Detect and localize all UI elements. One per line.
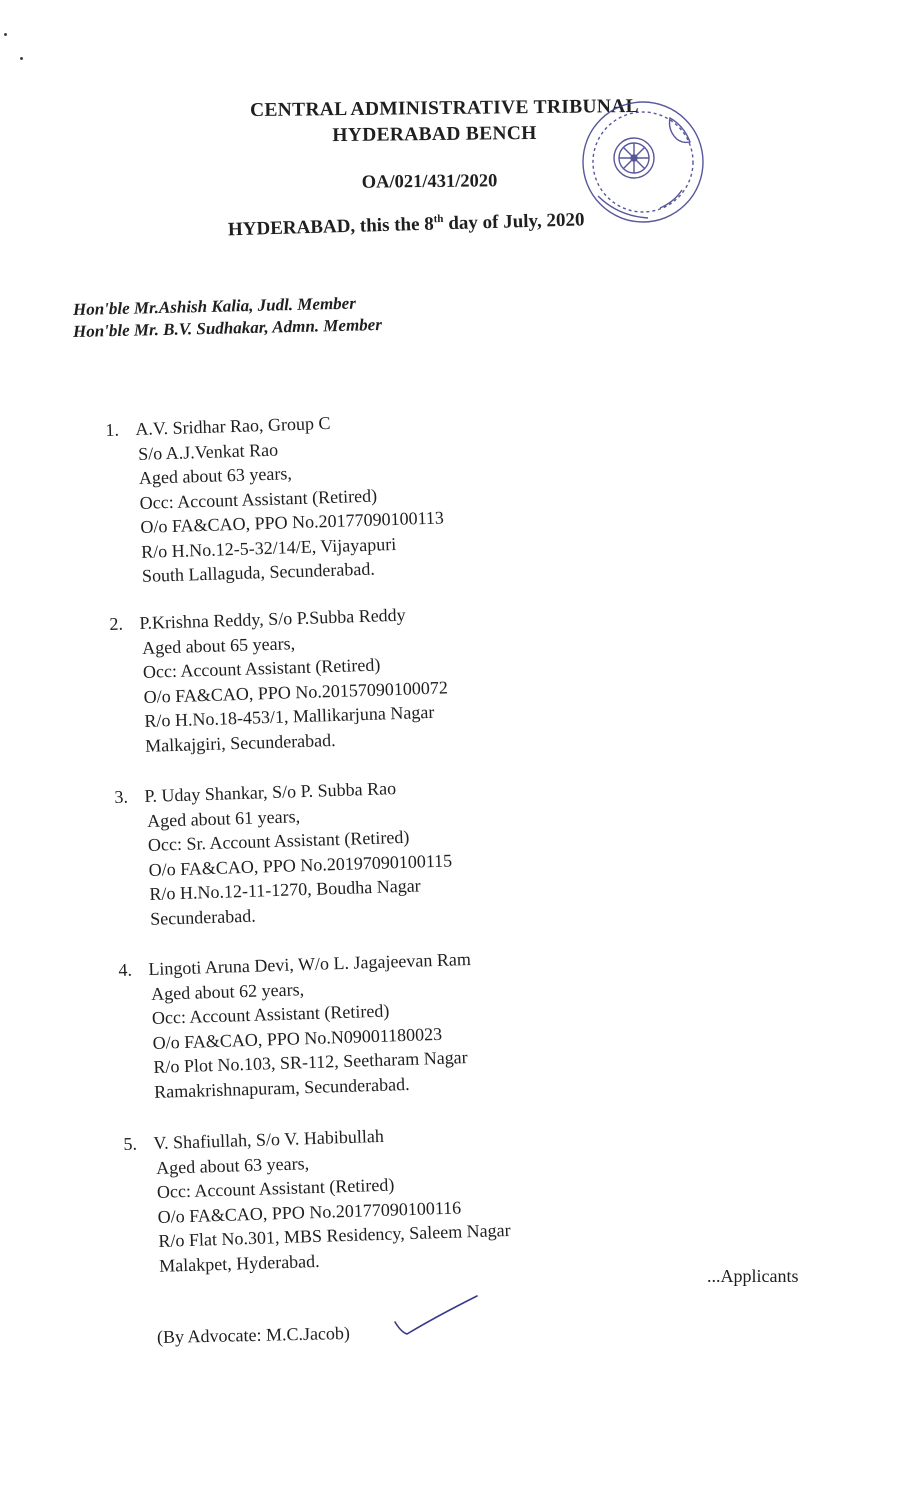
applicant-line: O/o FA&CAO, PPO No.20197090100115 — [148, 849, 453, 880]
applicant-line: R/o H.No.12-11-1270, Boudha Nagar — [149, 875, 421, 904]
date-superscript: th — [433, 212, 444, 226]
applicant-line: O/o FA&CAO, PPO No.20157090100072 — [143, 676, 449, 707]
date-line — [228, 209, 585, 241]
applicant-line: Occ: Account Assistant (Retired) — [151, 1000, 390, 1028]
applicant-line: S/o A.J.Venkat Rao — [137, 439, 279, 464]
case-number: OA/021/431/2020 — [361, 171, 498, 193]
applicant-line: R/o Flat No.301, MBS Residency, Saleem Nagar — [158, 1219, 511, 1251]
applicant-line: Occ: Account Assistant (Retired) — [142, 654, 381, 682]
applicant-line: Occ: Account Assistant (Retired) — [156, 1174, 395, 1202]
applicant-line: Malakpet, Hyderabad. — [158, 1250, 320, 1276]
applicant-line: R/o H.No.18-453/1, Mallikarjuna Nagar — [144, 701, 435, 731]
scan-speck — [20, 57, 23, 60]
applicant-line: Occ: Sr. Account Assistant (Retired) — [147, 826, 410, 855]
applicant-number: 3. — [114, 786, 129, 807]
applicant-line: Aged about 65 years, — [141, 632, 296, 658]
applicant-block — [123, 1120, 512, 1278]
court-seal-icon — [578, 96, 708, 228]
applicant-number: 4. — [118, 959, 133, 980]
applicant-block — [118, 947, 475, 1104]
bench-title: HYDERABAD BENCH — [332, 122, 537, 147]
applicant-line: R/o Plot No.103, SR-112, Seetharam Nagar — [153, 1047, 468, 1077]
coram-member: Hon'ble Mr.Ashish Kalia, Judl. Member — [72, 293, 357, 319]
applicant-block — [114, 774, 454, 930]
applicant-line: Aged about 63 years, — [138, 463, 293, 488]
applicant-line: Aged about 63 years, — [155, 1152, 310, 1178]
applicant-line: O/o FA&CAO, PPO No.20177090100116 — [157, 1196, 462, 1227]
applicant-number: 1. — [105, 419, 120, 440]
advocate-line: (By Advocate: M.C.Jacob) — [156, 1322, 351, 1347]
applicant-block — [109, 601, 450, 757]
applicant-number: 2. — [109, 613, 124, 634]
applicant-line: Aged about 61 years, — [146, 805, 301, 831]
applicant-line: R/o H.No.12-5-32/14/E, Vijayapuri — [140, 533, 397, 562]
applicants-label: ...Applicants — [707, 1266, 799, 1286]
applicant-line: Aged about 62 years, — [150, 978, 305, 1004]
applicant-line: O/o FA&CAO, PPO No.N09001180023 — [152, 1023, 443, 1053]
court-title: CENTRAL ADMINISTRATIVE TRIBUNAL — [249, 95, 640, 122]
scan-speck — [4, 33, 7, 36]
applicant-block — [105, 407, 446, 588]
applicant-line: A.V. Sridhar Rao, Group C — [135, 412, 331, 440]
applicant-line: Occ: Account Assistant (Retired) — [139, 485, 378, 513]
applicant-line: South Lallaguda, Secunderabad. — [141, 558, 376, 586]
signature-tick-icon — [392, 1290, 482, 1340]
applicant-line: V. Shafiullah, S/o V. Habibullah — [153, 1125, 385, 1154]
applicant-line: Malkajgiri, Secunderabad. — [144, 729, 336, 756]
applicant-line: P. Uday Shankar, S/o P. Subba Rao — [144, 778, 397, 807]
applicant-line: Ramakrishnapuram, Secunderabad. — [153, 1073, 410, 1102]
applicant-number: 5. — [123, 1133, 138, 1154]
applicant-line: P.Krishna Reddy, S/o P.Subba Reddy — [139, 604, 406, 634]
coram-member: Hon'ble Mr. B.V. Sudhakar, Admn. Member — [72, 314, 383, 341]
date-suffix: day of July, 2020 — [443, 209, 585, 235]
applicant-line: O/o FA&CAO, PPO No.20177090100113 — [140, 507, 445, 537]
date-prefix: HYDERABAD, this the 8 — [227, 213, 435, 241]
applicant-line: Lingoti Aruna Devi, W/o L. Jagajeevan Ram — [148, 948, 472, 980]
applicant-line: Secunderabad. — [149, 905, 256, 929]
